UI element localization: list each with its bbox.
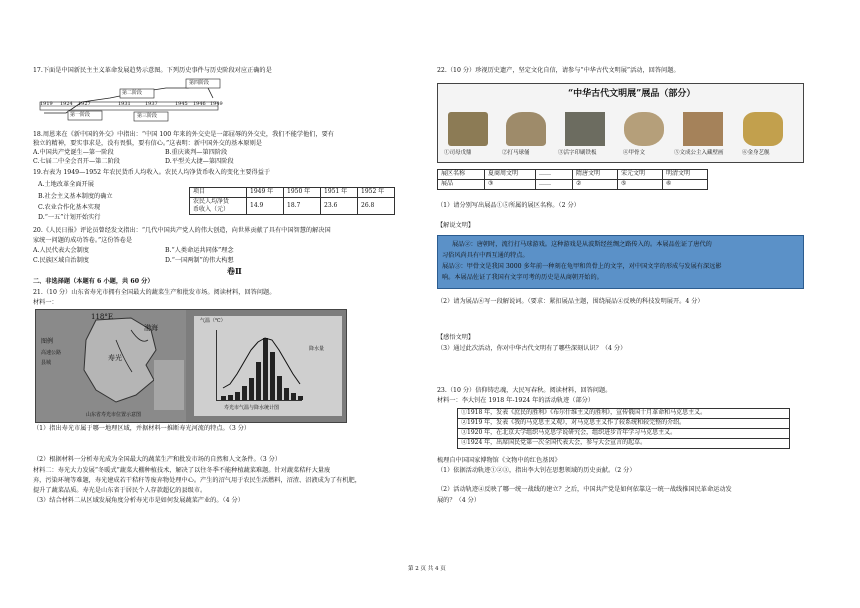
climate-legend-precip: 降水量 (309, 346, 325, 352)
table-header: 宋元文明 (618, 170, 663, 180)
relic-caption-2: ②打马球俑 (502, 150, 530, 156)
table-cell: 26.8 (358, 198, 395, 215)
page-footer: 第 2 页 共 4 页 (408, 566, 446, 572)
q23-part-1: （1）依据活动轨迹①②③，指出李大钊在思想领域的历史贡献。（2 分） (437, 467, 636, 474)
q18-option-b: B.重庆谈判—第四阶段 (165, 149, 228, 156)
q22-stem: 22.（10 分）珍视历史遗产，坚定文化自信，请参与“中华古代文明展”活动，回答问题。 (437, 67, 680, 74)
relic-caption-6: ⑥金身艺舰 (742, 150, 770, 156)
climate-caption: 寿光市气温与降水统计图 (224, 405, 280, 411)
q19-option-b: B.社会主义基本制度的确立 (38, 193, 113, 200)
table-header: 1949 年 (247, 188, 284, 198)
relic-image-3 (565, 112, 605, 146)
relic-image-6 (743, 112, 783, 146)
q20-option-b: B.“人类命运共同体”理念 (165, 247, 234, 254)
exhibit-zone-table (437, 169, 708, 190)
q20-option-c: C.民族区域自治制度 (33, 257, 89, 264)
q19-income-table (189, 187, 395, 215)
climate-chart (194, 316, 342, 416)
map-shouguang-label: 寿光 (108, 354, 122, 362)
material-2-line-2: 弃，污染环境等难题，寿光建成若干秸秆等废弃物处理中心。产生的沼气用于农民生活燃料，沼渣、沼液成为了有机肥， (33, 477, 361, 484)
table-header: 1952 年 (358, 188, 395, 198)
q17-stem: 17.下面是中国新民主主义革命发展趋势示意图。下列历史事件与历史阶段对应正确的是 (33, 67, 272, 74)
relic-caption-3: ③活字印刷铁板 (558, 150, 597, 156)
table-cell: 展品 (438, 180, 485, 190)
q20-stem-2: 家统一问题的成功答卷。”这份答卷是 (33, 237, 133, 244)
map-legend-county: 县城 (41, 360, 52, 366)
q22-part-3: （3）通过此次活动，你对中华古代文明有了哪些深刻认识？（4 分） (437, 345, 627, 352)
section-2-heading: 二、非选择题（本题有 6 小题，共 60 分） (33, 278, 154, 285)
q19-option-d: D.“一五”计划开始实行 (38, 214, 101, 221)
q23-part-2-line-2: 展的？（4 分） (437, 497, 481, 504)
map-legend-highway: 高速公路 (41, 350, 62, 356)
commentary-box (437, 235, 804, 289)
tl-year-1: 1919 (40, 101, 53, 107)
tl-year-7: 1946 (193, 101, 206, 107)
commentary-line-3: 展品③：甲骨文是我国 3000 多年前一种刻在龟甲和兽骨上的文字，对中国文字的形成与发展有深远影 (442, 263, 722, 270)
q22-part-1: （1）请分别写出展品①⑤所属的展区名称。（2 分） (437, 202, 580, 209)
stage-1-label: 第一阶段 (70, 112, 91, 118)
q19-stem: 19.右表为 1949—1952 年农民货币人均收入。农民人均净货币收入的变化主要得益于 (33, 169, 271, 176)
relic-caption-1: ①司母戊鼎 (444, 150, 472, 156)
q18-stem-2: 独立的精神，要实事求是，没有畏惧，要有信心。”这表明：新中国外交的基本原则是 (33, 140, 262, 147)
relic-image-2 (506, 112, 546, 146)
table-row: ③1920 年，在北京大学组织马克思学说研究会，组织进步青年学习马克思主义。 (458, 429, 790, 439)
q19-option-a: A.土地改革全面开展 (38, 181, 94, 188)
table-cell: 14.9 (247, 198, 284, 215)
tl-year-4: 1931 (118, 101, 131, 107)
commentary-line-2: 习俗风尚具有中西互通的特点。 (442, 252, 529, 259)
map-legend-title: 图例 (41, 338, 54, 345)
q20-option-d: D.“一国两制”的伟大构想 (165, 257, 234, 264)
stage-3-label: 第三阶段 (137, 113, 158, 119)
q20-stem-1: 20.《人民日报》评论员曾经发文指出：“几代中国共产党人的伟大创造，向世界贡献了具有中国智慧的解决国 (33, 227, 331, 234)
table-cell: 18.7 (284, 198, 321, 215)
q23-stem: 23.（10 分）信仰铸忠魂，大民写春秋。阅读材料，回答问题。 (437, 387, 612, 394)
material-2-line-3: 提升了蔬菜品质。寿光是山东省于居民个人存款超亿的县级市。 (33, 487, 207, 494)
row-label-1: 农民人均净货 (193, 198, 230, 205)
exhibit-title: “中华古代文明展”展品（部分） (568, 89, 696, 99)
climate-plot-area (216, 330, 302, 401)
relic-caption-4: ④甲骨文 (623, 150, 646, 156)
tl-year-8: 1949 (210, 101, 223, 107)
q21-part-1: （1）指出寿光市属于哪一地理区域，并据材料一推断寿光河流的特点。（3 分） (33, 425, 251, 432)
tl-year-6: 1945 (175, 101, 188, 107)
table-header: 1951 年 (321, 188, 358, 198)
map-longitude: 118°E (91, 313, 113, 321)
table-cell: ② (573, 180, 618, 190)
tl-year-2: 1924 (60, 101, 73, 107)
q20-option-a: A.人民代表大会制度 (33, 247, 89, 254)
q18-option-d: D.平型关大捷—第四阶段 (165, 158, 234, 165)
material-2-line-1: 材料二：寿光大力发展“冬暖式”蔬菜大棚种植技术，解决了以往冬季不能种植蔬菜难题。针对蔬菜秸秆大量废 (33, 467, 331, 474)
table-header: 1950 年 (284, 188, 321, 198)
q19-option-c: C.农业合作化基本实现 (38, 204, 101, 211)
map-caption: 山东省寿光市位置示意图 (86, 412, 142, 418)
q21-stem: 21.（10 分）山东省寿光市拥有全国最大的蔬菜生产和批发市场。阅读材料，回答问题。 (33, 289, 276, 296)
q22-part-2: （2）请为展品⑥写一段解说词。（要求：紧扣展品主题，围绕展品④反映的科技发明展开。4 分） (437, 298, 704, 305)
section-commentary: 【解说文明】 (437, 222, 475, 229)
q18-option-c: C.七届二中全会召开—第二阶段 (33, 158, 120, 165)
volume-2-heading: 卷Ⅱ (227, 266, 242, 276)
table-header: 明清文明 (663, 170, 708, 180)
relic-image-1 (448, 112, 488, 146)
table-cell: 23.6 (321, 198, 358, 215)
material-1-label: 材料一： (33, 299, 58, 306)
table-header: 展区名称 (438, 170, 485, 180)
q18-option-a: A.中国共产党诞生—第一阶段 (33, 149, 114, 156)
tl-year-5: 1937 (145, 101, 158, 107)
exhibit-panel (437, 83, 804, 163)
climate-temp-axis-label: 气温（℃） (200, 318, 226, 324)
commentary-line-4: 响。本展品佐证了我国有文字可考的历史是从商朝开始的。 (442, 274, 603, 281)
commentary-line-1: 展品②：唐朝时，流行打马球游戏。这种游戏是从波斯经丝绸之路传入的。本展品佐证了唐代的 (452, 241, 712, 248)
q23-material-1: 材料一：李大钊在 1918 年-1924 年的活动轨迹（部分） (437, 397, 595, 404)
tl-year-3: 1927 (78, 101, 91, 107)
location-map (36, 310, 186, 422)
table-cell: …… (536, 180, 573, 190)
map-bohai-label: 渤海 (144, 324, 158, 332)
relic-caption-5: ⑤文成公主入藏壁画 (674, 150, 724, 156)
material-1-figure (35, 309, 347, 423)
table-cell: ⑤ (618, 180, 663, 190)
table-row-label (190, 198, 247, 215)
section-reflection: 【感悟文明】 (437, 334, 475, 341)
q18-stem-1: 18.周恩来在《新中国的外交》中指出：“中国 100 年来的外交史是一部屈辱的外交史，我们不能学他们，要有 (33, 131, 334, 138)
table-row: ④1924 年，出席国民党第一次全国代表大会，参与大会宣言的起草。 (458, 439, 790, 449)
relic-image-5 (683, 112, 723, 146)
q23-part-2-line-1: （2）活动轨迹④反映了哪一统一战线的建立？之后，中国共产党是如何依靠这一统一战线推国民革命运动发 (437, 486, 732, 493)
table-header: …… (536, 170, 573, 180)
table-cell: ⑥ (663, 180, 708, 190)
q21-part-3: （3）结合材料二从区域发展角度分析寿光市是如何发展蔬菜产业的。（4 分） (33, 497, 244, 504)
table-row: ①1918 年，发表《庶民的胜利》《布尔什维主义的胜利》，宣传俄国十月革命和马克思主义。 (458, 409, 790, 419)
row-label-2: 币收入（元） (193, 206, 230, 214)
q21-part-2: （2）根据材料一分析寿光成为全国最大的蔬菜生产和批发市场的自然和人文条件。（3 分） (33, 456, 282, 463)
table-cell: ③ (485, 180, 536, 190)
stage-4-label: 第四阶段 (189, 80, 210, 86)
table-header: 夏商周文明 (485, 170, 536, 180)
relic-image-4 (624, 112, 664, 146)
li-dazhao-timeline (457, 408, 790, 449)
stage-2-label: 第二阶段 (122, 90, 143, 96)
table-header: 项目 (190, 188, 247, 198)
q23-source: 梳理自中国国家博物馆《文物中的红色基因》 (437, 457, 561, 464)
table-header: 隋唐文明 (573, 170, 618, 180)
table-row: ②1919 年，发表《我的马克思主义观》，对马克思主义作了较系统和较完整的介绍。 (458, 419, 790, 429)
